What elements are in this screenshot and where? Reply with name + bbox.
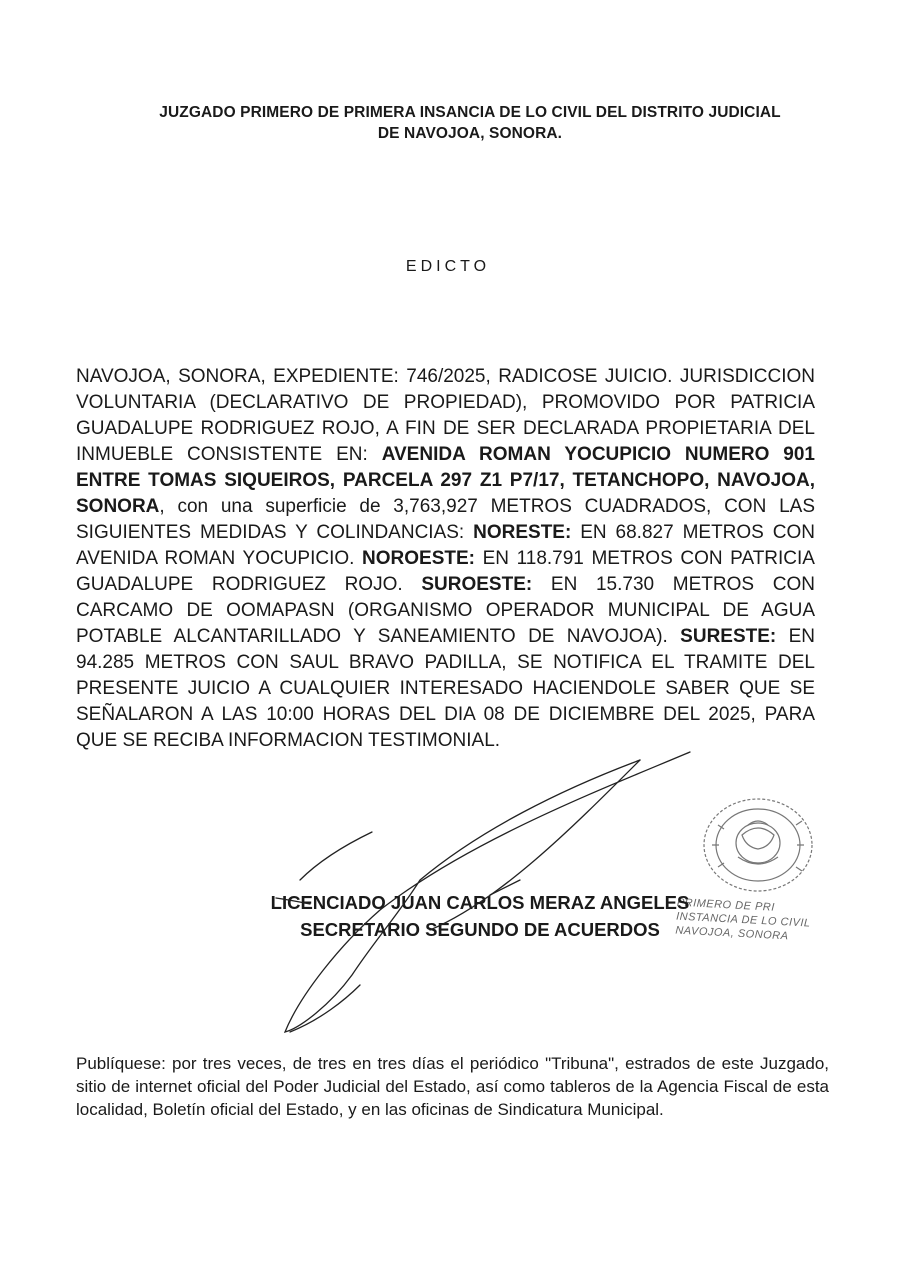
signatory-role: SECRETARIO SEGUNDO DE ACUERDOS xyxy=(300,919,660,940)
body-text-5: EN 15.730 METROS CON CARCAMO DE OOMAPASN (ORGANISMO OPERADOR MUNICIPAL DE AGUA POTABLE ALCANTARILLADO Y SANEAMIENTO DE NAVOJOA). xyxy=(76,574,815,647)
signature-block xyxy=(200,889,760,943)
court-header-line-2: DE NAVOJOA, SONORA. xyxy=(377,125,563,142)
body-text-4: EN 118.791 METROS CON PATRICIA GUADALUPE RODRIGUEZ ROJO. xyxy=(76,548,815,595)
stamp-line-3: NAVOJOA, SONORA xyxy=(675,924,789,943)
body-text-6: EN 94.285 METROS CON SAUL BRAVO PADILLA, SE NOTIFICA EL TRAMITE DEL PRESENTE JUICIO A CUALQUIER INTERESADO HACIENDOLE SABER QUE SE SEÑALARON A LAS 10:00 HORAS DEL DIA 08 DE DICIEMBRE DEL 2025, PARA QUE SE RECIBA INFORMACION TESTIMONIAL. xyxy=(76,626,815,751)
body-text-2: , con una superficie de 3,763,927 METROS CUADRADOS, CON LAS SIGUIENTES MEDIDAS Y COLINDANCIAS: xyxy=(76,496,815,543)
document-title: EDICTO xyxy=(405,258,491,275)
body-text-3: EN 68.827 METROS CON AVENIDA ROMAN YOCUPICIO. xyxy=(76,522,815,569)
publication-note: Publíquese: por tres veces, de tres en tres días el periódico "Tribuna", estrados de este Juzgado, sitio de internet oficial del Poder Judicial del Estado, así como tableros de la Agencia Fiscal de esta localidad, Boletín oficial del Estado, y en las oficinas de Sindicatura Municipal. xyxy=(76,1054,829,1119)
stamp-line-1: PRIMERO DE PRI xyxy=(676,896,776,914)
label-suroeste: SUROESTE: xyxy=(421,574,533,595)
property-address: AVENIDA ROMAN YOCUPICIO NUMERO 901 ENTRE TOMAS SIQUEIROS, PARCELA 297 Z1 P7/17, TETANCHOPO, NAVOJOA, SONORA xyxy=(76,444,815,517)
label-noroeste: NOROESTE: xyxy=(362,548,475,569)
court-seal-icon xyxy=(698,795,822,899)
court-header xyxy=(70,102,870,144)
court-header-line-1: JUZGADO PRIMERO DE PRIMERA INSANCIA DE LO CIVIL DEL DISTRITO JUDICIAL xyxy=(159,104,781,121)
edict-body xyxy=(76,364,815,754)
label-noreste: NORESTE: xyxy=(473,522,572,543)
body-text-1: NAVOJOA, SONORA, EXPEDIENTE: 746/2025, RADICOSE JUICIO. JURISDICCION VOLUNTARIA (DECLARATIVO DE PROPIEDAD), PROMOVIDO POR PATRICIA GUADALUPE RODRIGUEZ ROJO, A FIN DE SER DECLARADA PROPIETARIA DEL INMUEBLE CONSISTENTE EN: xyxy=(76,366,815,465)
signatory-name: LICENCIADO JUAN CARLOS MERAZ ANGELES xyxy=(270,892,690,913)
label-sureste: SURESTE: xyxy=(680,626,777,647)
stamp-line-2: INSTANCIA DE LO CIVIL xyxy=(675,910,811,930)
